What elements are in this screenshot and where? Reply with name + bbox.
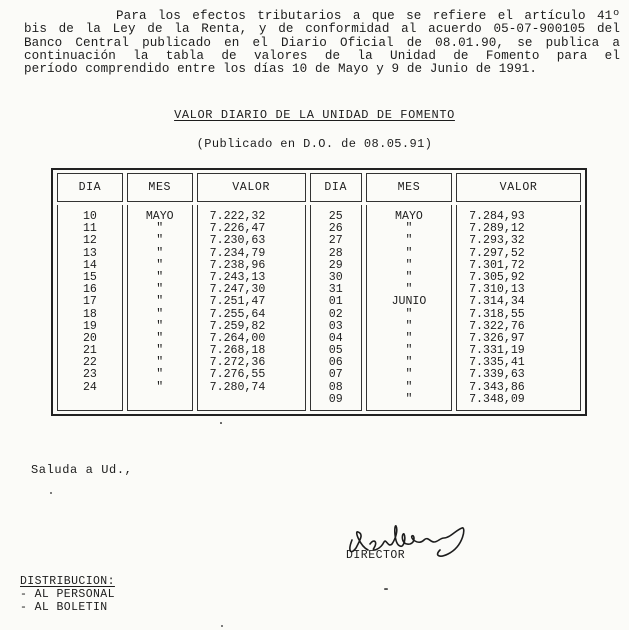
column-header-dia: DIA (57, 173, 123, 202)
dia-column-left (57, 205, 123, 411)
table-cell: 01 (328, 295, 343, 309)
table-cell: 7.318,55 (469, 307, 525, 321)
mes-column-left (127, 205, 193, 411)
table-cell: 21 (82, 344, 97, 358)
table-cell: 20 (82, 331, 97, 345)
table-cell: 7.322,76 (469, 319, 525, 333)
table-cell: MAYO (145, 210, 174, 223)
table-cell: " (405, 344, 413, 358)
table-cell: 7.348,09 (469, 392, 525, 406)
column-header-mes: MES (127, 173, 193, 202)
valor-column-left (197, 205, 306, 411)
table-cell: " (156, 380, 164, 394)
table-cell: 7.297,52 (469, 246, 525, 260)
scan-speck (220, 422, 222, 424)
table-cell: 10 (82, 210, 97, 223)
table-cell: " (405, 283, 413, 297)
valor-column-right (456, 205, 581, 411)
column-header-valor: VALOR (197, 173, 306, 202)
table-cell: 05 (328, 344, 343, 358)
column-header-valor: VALOR (456, 173, 581, 202)
table-cell: 7.264,00 (209, 331, 266, 345)
intro-line: continuación la tabla de valores de la Unidad de Fomento para el (24, 48, 620, 63)
uf-value-table (51, 168, 587, 416)
table-cell: 31 (328, 283, 343, 297)
table-cell: 7.230,63 (209, 234, 266, 248)
table-cell: 7.247,30 (209, 283, 266, 297)
table-cell: 7.238,96 (209, 258, 266, 272)
table-cell: " (156, 368, 164, 382)
table-cell: 7.280,74 (209, 380, 266, 394)
dia-column-right (310, 205, 362, 411)
table-cell: 04 (328, 331, 343, 345)
table-cell: 24 (82, 380, 97, 394)
table-cell: " (156, 295, 164, 309)
table-cell: 7.331,19 (469, 344, 525, 358)
intro-paragraph (24, 10, 620, 76)
table-cell: 09 (328, 392, 343, 406)
table-cell: 7.226,47 (209, 222, 266, 236)
table-cell: 7.243,13 (209, 270, 266, 284)
publication-note: (Publicado en D.O. de 08.05.91) (196, 137, 433, 151)
table-cell: 30 (328, 270, 343, 284)
table-cell: 29 (328, 258, 343, 272)
table-cell: MAYO (395, 210, 423, 223)
table-cell: " (405, 319, 413, 333)
table-cell: 7.289,12 (469, 222, 525, 236)
distribution-item: - AL PERSONAL (20, 588, 115, 601)
table-heading-text: VALOR DIARIO DE LA UNIDAD DE FOMENTO (174, 108, 455, 122)
table-cell: 7.251,47 (209, 295, 266, 309)
table-cell: 17 (82, 295, 97, 309)
table-cell: 7.339,63 (469, 368, 525, 382)
table-cell: " (405, 380, 413, 394)
table-cell: " (405, 234, 413, 248)
table-cell: " (156, 222, 164, 236)
table-cell: 7.301,72 (469, 258, 525, 272)
table-cell: 7.293,32 (469, 234, 525, 248)
table-cell: " (405, 331, 413, 345)
table-cell: " (156, 283, 164, 297)
distribution-block (20, 575, 115, 614)
closing-salutation: Saluda a Ud., (31, 463, 133, 477)
table-body-row (57, 205, 581, 411)
table-header-row (57, 173, 581, 202)
table-cell: 7.326,97 (469, 331, 525, 345)
table-cell: " (156, 270, 164, 284)
table-cell: " (405, 392, 413, 406)
table-cell: 18 (82, 307, 97, 321)
table-cell: " (156, 331, 164, 345)
table-cell: 06 (328, 356, 343, 370)
table-cell: " (156, 356, 164, 370)
intro-line: Para los efectos tributarios a que se refiere el artículo 41º (116, 9, 620, 23)
table-cell: 02 (328, 307, 343, 321)
table-cell: " (156, 258, 164, 272)
intro-line: Banco Central publicado en el Diario Oficial de 08.01.90, se publica a (24, 35, 620, 50)
table-cell: 7.343,86 (469, 380, 525, 394)
table-cell: 15 (82, 270, 97, 284)
table-cell: JUNIO (391, 295, 427, 309)
mes-column-right (366, 205, 452, 411)
table-cell: 7.314,34 (469, 295, 525, 309)
table-cell: " (405, 246, 413, 260)
distribution-item: - AL BOLETIN (20, 601, 108, 614)
table-cell: 27 (328, 234, 343, 248)
table-cell: 16 (82, 283, 97, 297)
table-cell: 7.272,36 (209, 356, 266, 370)
table-cell: " (405, 270, 413, 284)
table-cell: " (405, 258, 413, 272)
table-cell: " (405, 368, 413, 382)
table-cell: " (156, 234, 164, 248)
table-cell: 7.268,18 (209, 344, 266, 358)
table-cell: " (156, 319, 164, 333)
table-cell: 03 (328, 319, 343, 333)
table-cell: 7.310,13 (469, 283, 525, 297)
intro-line: período comprendido entre los días 10 de Mayo y 9 de Junio de 1991. (24, 62, 538, 77)
table-cell: 07 (328, 368, 343, 382)
table-cell: " (156, 344, 164, 358)
signatory-title: DIRECTOR (346, 549, 406, 562)
table-cell: 19 (82, 319, 97, 333)
table-cell: 7.255,64 (209, 307, 266, 321)
table-cell: 7.259,82 (209, 319, 266, 333)
column-header-dia: DIA (310, 173, 362, 202)
table-cell: 7.276,55 (209, 368, 266, 382)
table-cell: " (156, 307, 164, 321)
table-cell: 7.234,79 (209, 246, 266, 260)
table-cell: 22 (82, 356, 97, 370)
distribution-heading: DISTRIBUCION: (20, 575, 115, 588)
scan-speck (384, 588, 388, 590)
intro-line: bis de la Ley de la Renta, y de conformidad al acuerdo 05-07-900105 del (24, 22, 620, 37)
table-cell: 11 (82, 222, 97, 236)
table-cell: 7.222,32 (209, 210, 266, 223)
table-heading (0, 108, 629, 122)
scan-speck (221, 625, 223, 627)
table-cell: " (405, 222, 413, 236)
table-cell: 14 (82, 258, 97, 272)
table-cell: 7.284,93 (469, 210, 525, 223)
column-header-mes: MES (366, 173, 452, 202)
table-cell: 12 (82, 234, 97, 248)
table-cell: 25 (328, 210, 343, 223)
scan-speck (50, 492, 52, 494)
table-cell: " (156, 246, 164, 260)
table-cell: 26 (328, 222, 343, 236)
table-cell: 28 (328, 246, 343, 260)
table-cell: 7.335,41 (469, 356, 525, 370)
table-cell: 13 (82, 246, 97, 260)
table-cell: 23 (82, 368, 97, 382)
table-cell: 7.305,92 (469, 270, 525, 284)
table-cell: " (405, 307, 413, 321)
table-cell: 08 (328, 380, 343, 394)
table-cell: " (405, 356, 413, 370)
